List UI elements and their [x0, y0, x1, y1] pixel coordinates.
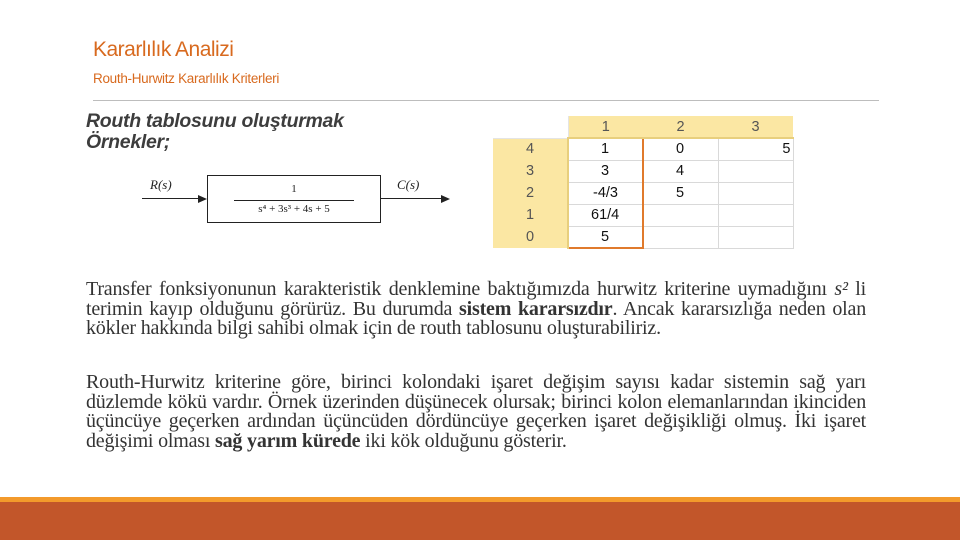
bold-text: sistem kararsızdır	[459, 297, 613, 320]
table-cell: 0	[643, 138, 718, 160]
table-cell	[718, 226, 793, 248]
bold-text: sağ yarım kürede	[215, 429, 361, 452]
table-cell: 5	[718, 138, 793, 160]
paragraph-text: Routh-Hurwitz kriterine göre, birinci kolondaki işaret değişim sayısı kadar sistemin sağ yarı düzlemde kökü vardır. Örnek üzerinden düşünecek olursak; birinci kolon elemanlarından ikinciden üçüncüye geçerken ardından üçüncüden dördüncüye geçerken işaret değişikliği olmuş. İki işaret değişimi olması	[86, 371, 866, 452]
column-header: 2	[643, 116, 718, 138]
output-arrow-head	[441, 195, 450, 203]
row-header: 3	[493, 160, 568, 182]
table-row	[493, 138, 793, 160]
footer-bar	[0, 502, 960, 540]
table-row	[493, 182, 793, 204]
math-term: s²	[834, 278, 848, 300]
examples-heading: Örnekler;	[86, 131, 171, 153]
table-cell	[718, 182, 793, 204]
tf-numerator: 1	[291, 183, 297, 195]
row-header: 0	[493, 226, 568, 248]
table-cell: 1	[568, 138, 643, 160]
tf-denominator: s⁴ + 3s³ + 4s + 5	[258, 203, 330, 215]
row-header: 4	[493, 138, 568, 160]
routh-header-row	[493, 116, 793, 138]
table-cell: -4/3	[568, 182, 643, 204]
table-cell: 3	[568, 160, 643, 182]
block-diagram	[140, 165, 455, 230]
table-cell: 61/4	[568, 204, 643, 226]
table-cell: 5	[643, 182, 718, 204]
table-row	[493, 226, 793, 248]
paragraph-text: iki kök olduğunu gösterir.	[360, 429, 567, 452]
table-cell: 4	[643, 160, 718, 182]
slide-title: Kararlılık Analizi	[93, 38, 234, 61]
title-divider	[93, 100, 879, 101]
column-header: 1	[568, 116, 643, 138]
row-header: 1	[493, 204, 568, 226]
paragraph-text: . Ancak kararsızlığa neden olan kökler hakkında bilgi sahibi olmak için de routh tablosunu oluşturabiliriz.	[86, 297, 866, 339]
section-heading: Routh tablosunu oluşturmak	[86, 110, 344, 132]
column-header: 3	[718, 116, 793, 138]
paragraph-text: li terimin kayıp olduğunu görürüz. Bu durumda	[86, 278, 866, 320]
input-label: R(s)	[150, 177, 172, 192]
row-header: 2	[493, 182, 568, 204]
output-arrow-line	[381, 198, 441, 199]
paragraph-routh-criterion	[86, 373, 866, 451]
input-arrow-head	[198, 195, 207, 203]
tf-fraction-bar	[234, 200, 354, 201]
table-cell	[643, 226, 718, 248]
output-label: C(s)	[397, 177, 420, 192]
paragraph-characteristic-equation	[86, 280, 866, 339]
paragraph-text: Transfer fonksiyonunun karakteristik denklemine baktığımızda hurwitz kriterine uymadığını	[86, 278, 835, 300]
transfer-function-box	[207, 175, 381, 223]
table-row	[493, 204, 793, 226]
table-cell	[718, 204, 793, 226]
table-row	[493, 160, 793, 182]
table-cell	[643, 204, 718, 226]
slide-subtitle: Routh-Hurwitz Kararlılık Kriterleri	[93, 71, 280, 86]
input-arrow-line	[142, 198, 198, 199]
table-corner	[493, 116, 568, 138]
table-cell	[718, 160, 793, 182]
table-cell: 5	[568, 226, 643, 248]
routh-table	[493, 116, 794, 249]
